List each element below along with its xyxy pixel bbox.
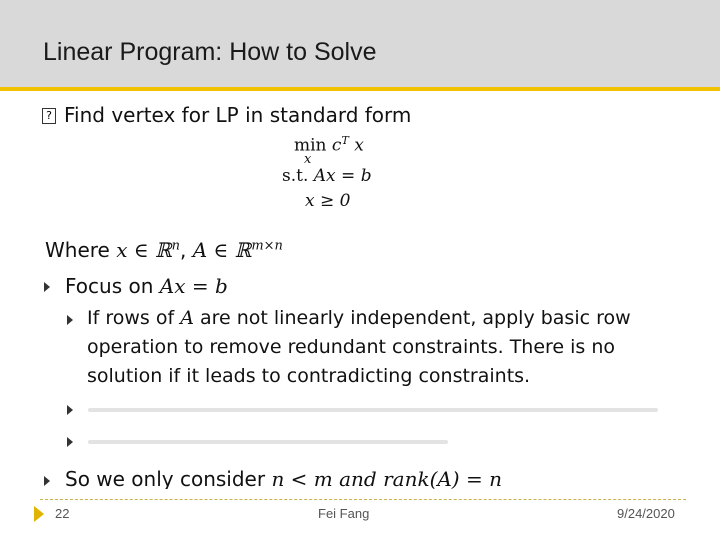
objective-transpose: T: [341, 134, 349, 147]
page-number: 22: [55, 506, 70, 521]
slide-content: [0, 91, 720, 489]
footer-date: 9/24/2020: [617, 506, 675, 521]
slide-title: Linear Program: How to Solve: [43, 38, 377, 66]
x-dimension: n: [171, 238, 180, 254]
separator: ,: [180, 238, 187, 262]
constraint-line-1: [282, 166, 372, 186]
min-operator: min: [294, 135, 327, 156]
a-in-rmn: A ∈ ℝ: [192, 238, 252, 262]
x-in-rn: x ∈ ℝ: [116, 238, 172, 262]
min-subscript: x: [304, 152, 312, 167]
rows-text-b: are not linearly independent, apply basic row: [199, 307, 631, 329]
a-dimension: m×n: [251, 238, 283, 254]
focus-text: Focus on: [65, 274, 154, 298]
bullet-focus: [65, 274, 228, 298]
subbullet-rows-line1: [87, 307, 631, 329]
footer-marker-icon: [34, 506, 44, 522]
rows-math-a: A: [180, 307, 194, 329]
subbullet-arrow-icon: [67, 315, 73, 325]
equality-constraint: Ax = b: [313, 166, 372, 186]
objective-x: x: [354, 135, 364, 156]
subbullet-arrow-icon: [67, 405, 73, 415]
subject-to-label: s.t.: [282, 166, 309, 186]
subbullet-rows-line2: operation to remove redundant constraints. There is no: [87, 336, 616, 358]
footer-divider: [40, 499, 686, 500]
focus-equation: Ax = b: [159, 274, 228, 298]
bullet-arrow-icon: [44, 282, 50, 292]
footer-author: Fei Fang: [318, 506, 370, 521]
where-line: [45, 238, 283, 262]
consider-text: So we only consider: [65, 467, 266, 489]
subbullet-arrow-icon: [67, 437, 73, 447]
hidden-subbullet-placeholder: [88, 408, 658, 412]
rows-text-a: If rows of: [87, 307, 175, 329]
where-label: Where: [45, 238, 110, 262]
consider-math: n < m and rank(A) = n: [271, 467, 502, 489]
missing-glyph-icon: ?: [42, 108, 56, 124]
objective-c: c: [331, 135, 342, 156]
hidden-subbullet-placeholder: [88, 440, 448, 444]
bullet-arrow-icon: [44, 476, 50, 486]
subbullet-rows-line3: solution if it leads to contradicting constraints.: [87, 365, 531, 387]
bullet-find-vertex: Find vertex for LP in standard form: [64, 103, 412, 127]
constraint-line-2: x ≥ 0: [305, 191, 351, 211]
bullet-consider: [65, 467, 502, 489]
